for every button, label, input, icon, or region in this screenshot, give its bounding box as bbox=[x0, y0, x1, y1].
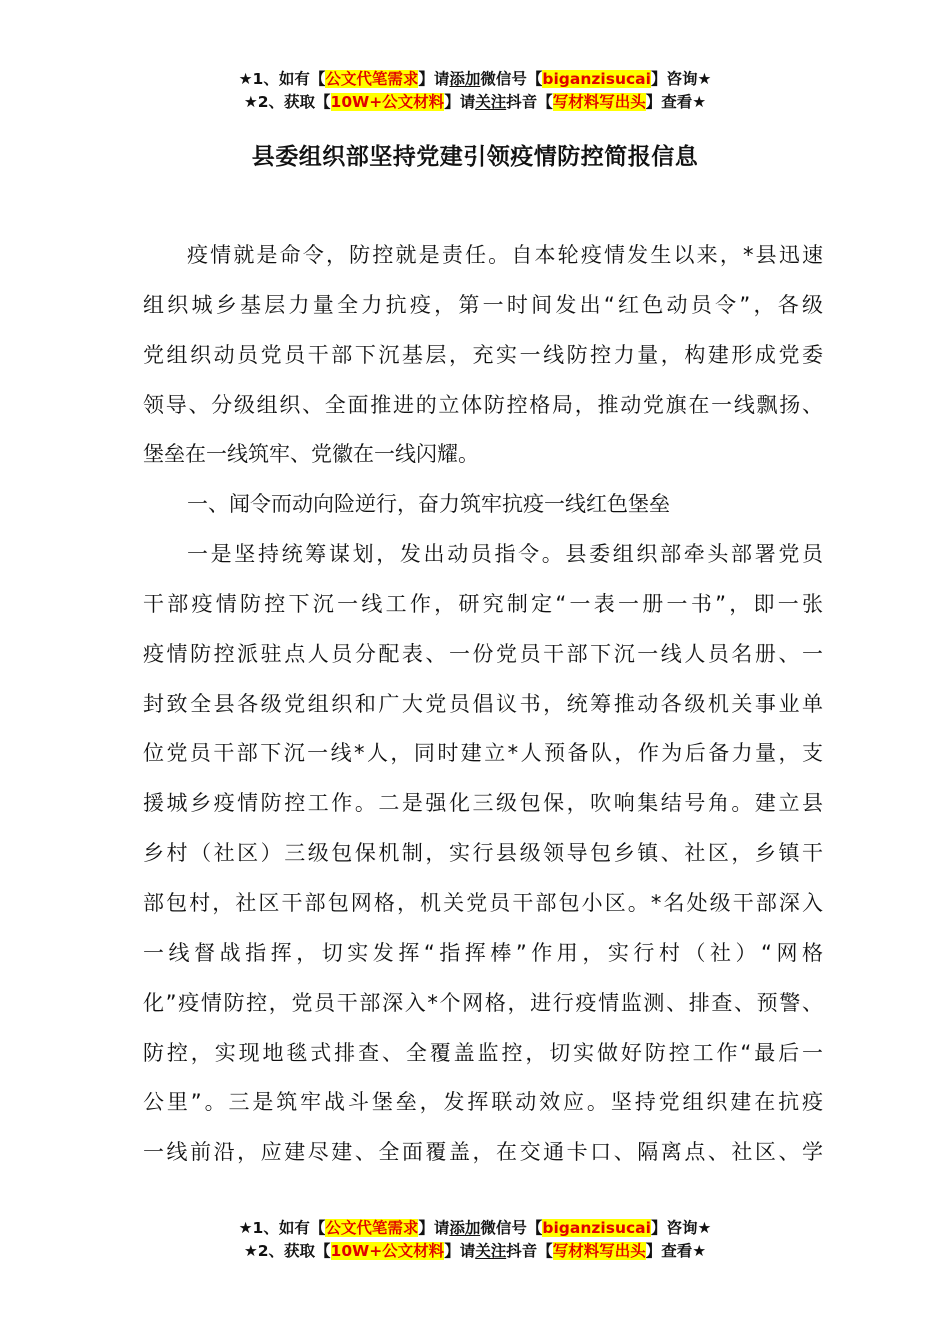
body-line: 一线前沿，应建尽建、全面覆盖，在交通卡口、隔离点、社区、学 bbox=[143, 1140, 823, 1165]
promo-footer bbox=[0, 1217, 950, 1263]
body-line: 援城乡疫情防控工作。二是强化三级包保，吹响集结号角。建立县 bbox=[143, 791, 823, 816]
body-line: 化”疫情防控，党员干部深入*个网格，进行疫情监测、排查、预警、 bbox=[143, 990, 823, 1015]
body-line: 干部疫情防控下沉一线工作，研究制定“一表一册一书”，即一张 bbox=[143, 591, 823, 616]
highlight-materials: 10W+公文材料 bbox=[330, 93, 445, 111]
wechat-id: biganzisucai bbox=[542, 1219, 651, 1237]
body-line: 防控，实现地毯式排查、全覆盖监控，切实做好防控工作“最后一 bbox=[143, 1040, 823, 1065]
promo-line-2: ★2、获取【10W+公文材料】请关注抖音【写材料写出头】查看★ bbox=[243, 93, 707, 111]
body-line: 领导、分级组织、全面推进的立体防控格局，推动党旗在一线飘扬、 bbox=[143, 392, 823, 417]
body-line: 组织城乡基层力量全力抗疫，第一时间发出“红色动员令”，各级 bbox=[143, 292, 823, 317]
highlight-materials: 10W+公文材料 bbox=[330, 1242, 445, 1260]
highlight-service: 公文代笔需求 bbox=[325, 70, 419, 88]
document-body bbox=[143, 231, 823, 1178]
section-heading: 一、闻令而动向险逆行，奋力筑牢抗疫一线红色堡垒 bbox=[187, 492, 670, 517]
body-line: 疫情防控派驻点人员分配表、一份党员干部下沉一线人员名册、一 bbox=[143, 641, 823, 666]
douyin-account: 写材料写出头 bbox=[552, 93, 646, 111]
body-line: 公里”。三是筑牢战斗堡垒，发挥联动效应。坚持党组织建在抗疫 bbox=[143, 1090, 823, 1115]
body-line: 党组织动员党员干部下沉基层，充实一线防控力量，构建形成党委 bbox=[143, 342, 823, 367]
wechat-id: biganzisucai bbox=[542, 70, 651, 88]
promo-line-2: ★2、获取【10W+公文材料】请关注抖音【写材料写出头】查看★ bbox=[243, 1242, 707, 1260]
promo-line-1: ★1、如有【公文代笔需求】请添加微信号【biganzisucai】咨询★ bbox=[238, 70, 712, 88]
body-line: 疫情就是命令，防控就是责任。自本轮疫情发生以来，*县迅速 bbox=[187, 243, 823, 267]
body-line: 一线督战指挥，切实发挥“指挥棒”作用，实行村（社）“网格 bbox=[143, 940, 823, 965]
promo-header bbox=[0, 68, 950, 114]
body-line: 堡垒在一线筑牢、党徽在一线闪耀。 bbox=[143, 442, 479, 467]
body-line: 一是坚持统筹谋划，发出动员指令。县委组织部牵头部署党员 bbox=[187, 542, 823, 567]
promo-line-1: ★1、如有【公文代笔需求】请添加微信号【biganzisucai】咨询★ bbox=[238, 1219, 712, 1237]
body-line: 封致全县各级党组织和广大党员倡议书，统筹推动各级机关事业单 bbox=[143, 691, 823, 716]
highlight-service: 公文代笔需求 bbox=[325, 1219, 419, 1237]
body-line: 部包村，社区干部包网格，机关党员干部包小区。*名处级干部深入 bbox=[143, 890, 823, 915]
document-title: 县委组织部坚持党建引领疫情防控简报信息 bbox=[251, 144, 699, 170]
body-line: 乡村（社区）三级包保机制，实行县级领导包乡镇、社区，乡镇干 bbox=[143, 841, 823, 866]
douyin-account: 写材料写出头 bbox=[552, 1242, 646, 1260]
body-line: 位党员干部下沉一线*人，同时建立*人预备队，作为后备力量，支 bbox=[143, 741, 823, 766]
